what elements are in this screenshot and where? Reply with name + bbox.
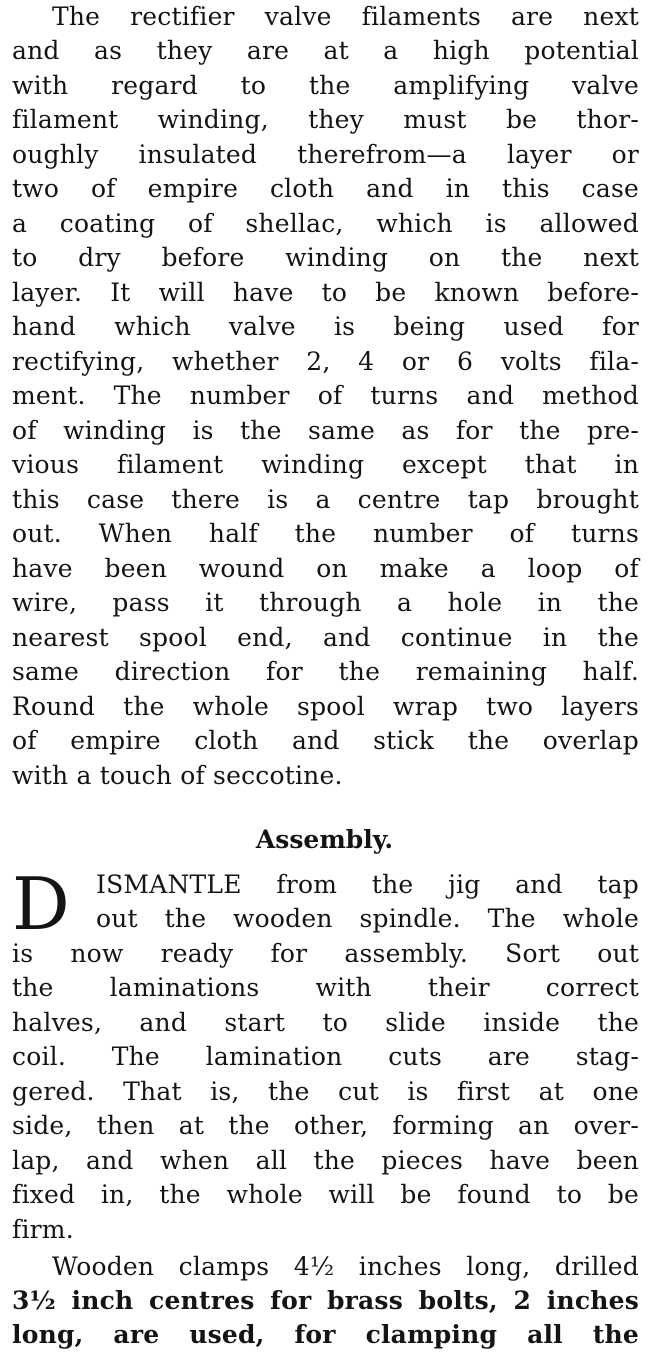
text-line: The rectifier valve filaments are next — [52, 2, 639, 31]
text-line: rectifying, whether 2, 4 or 6 volts fila- — [12, 347, 639, 376]
text-line: long, are used, for clamping all the — [12, 1320, 639, 1349]
text-line: same direction for the remaining half. — [12, 657, 639, 686]
text-line: firm. — [12, 1215, 74, 1244]
text-line: ment. The number of turns and method — [12, 381, 639, 410]
text-line: ISMANTLE from the jig and tap — [96, 870, 639, 899]
text-line: vious filament winding except that in — [12, 450, 639, 479]
text-line: of empire cloth and stick the overlap — [12, 726, 639, 755]
text-line: have been wound on make a loop of — [12, 554, 639, 583]
text-line: to dry before winding on the next — [12, 243, 639, 272]
text-line: coil. The lamination cuts are stag- — [12, 1042, 639, 1071]
text-line: the laminations with their correct — [12, 973, 639, 1002]
text-line: out. When half the number of turns — [12, 519, 639, 548]
text-line: out the wooden spindle. The whole — [96, 904, 639, 933]
drop-cap: D — [12, 862, 70, 946]
section-heading: Assembly. — [255, 825, 394, 854]
text-line: with regard to the amplifying valve — [12, 71, 639, 100]
text-line: with a touch of seccotine. — [12, 761, 343, 790]
text-line: is now ready for assembly. Sort out — [12, 939, 639, 968]
text-line: and as they are at a high potential — [12, 36, 639, 65]
text-line: gered. That is, the cut is first at one — [12, 1077, 639, 1106]
text-line: nearest spool end, and continue in the — [12, 623, 639, 652]
text-line: hand which valve is being used for — [12, 312, 639, 341]
text-line: halves, and start to slide inside the — [12, 1008, 639, 1037]
text-line: filament winding, they must be thor- — [12, 105, 639, 134]
text-line: a coating of shellac, which is allowed — [12, 209, 639, 238]
text-line: of winding is the same as for the pre- — [12, 416, 639, 445]
text-line: side, then at the other, forming an over- — [12, 1111, 639, 1140]
text-line: this case there is a centre tap brought — [12, 485, 639, 514]
text-line: oughly insulated therefrom—a layer or — [12, 140, 639, 169]
text-line: lap, and when all the pieces have been — [12, 1146, 639, 1175]
text-line: Round the whole spool wrap two layers — [12, 692, 639, 721]
text-line: two of empire cloth and in this case — [12, 174, 639, 203]
text-line: Wooden clamps 4½ inches long, drilled — [52, 1252, 639, 1281]
text-line: wire, pass it through a hole in the — [12, 588, 639, 617]
text-line: 3½ inch centres for brass bolts, 2 inches — [12, 1286, 639, 1315]
text-line: layer. It will have to be known before- — [12, 278, 639, 307]
text-line: fixed in, the whole will be found to be — [12, 1180, 639, 1209]
